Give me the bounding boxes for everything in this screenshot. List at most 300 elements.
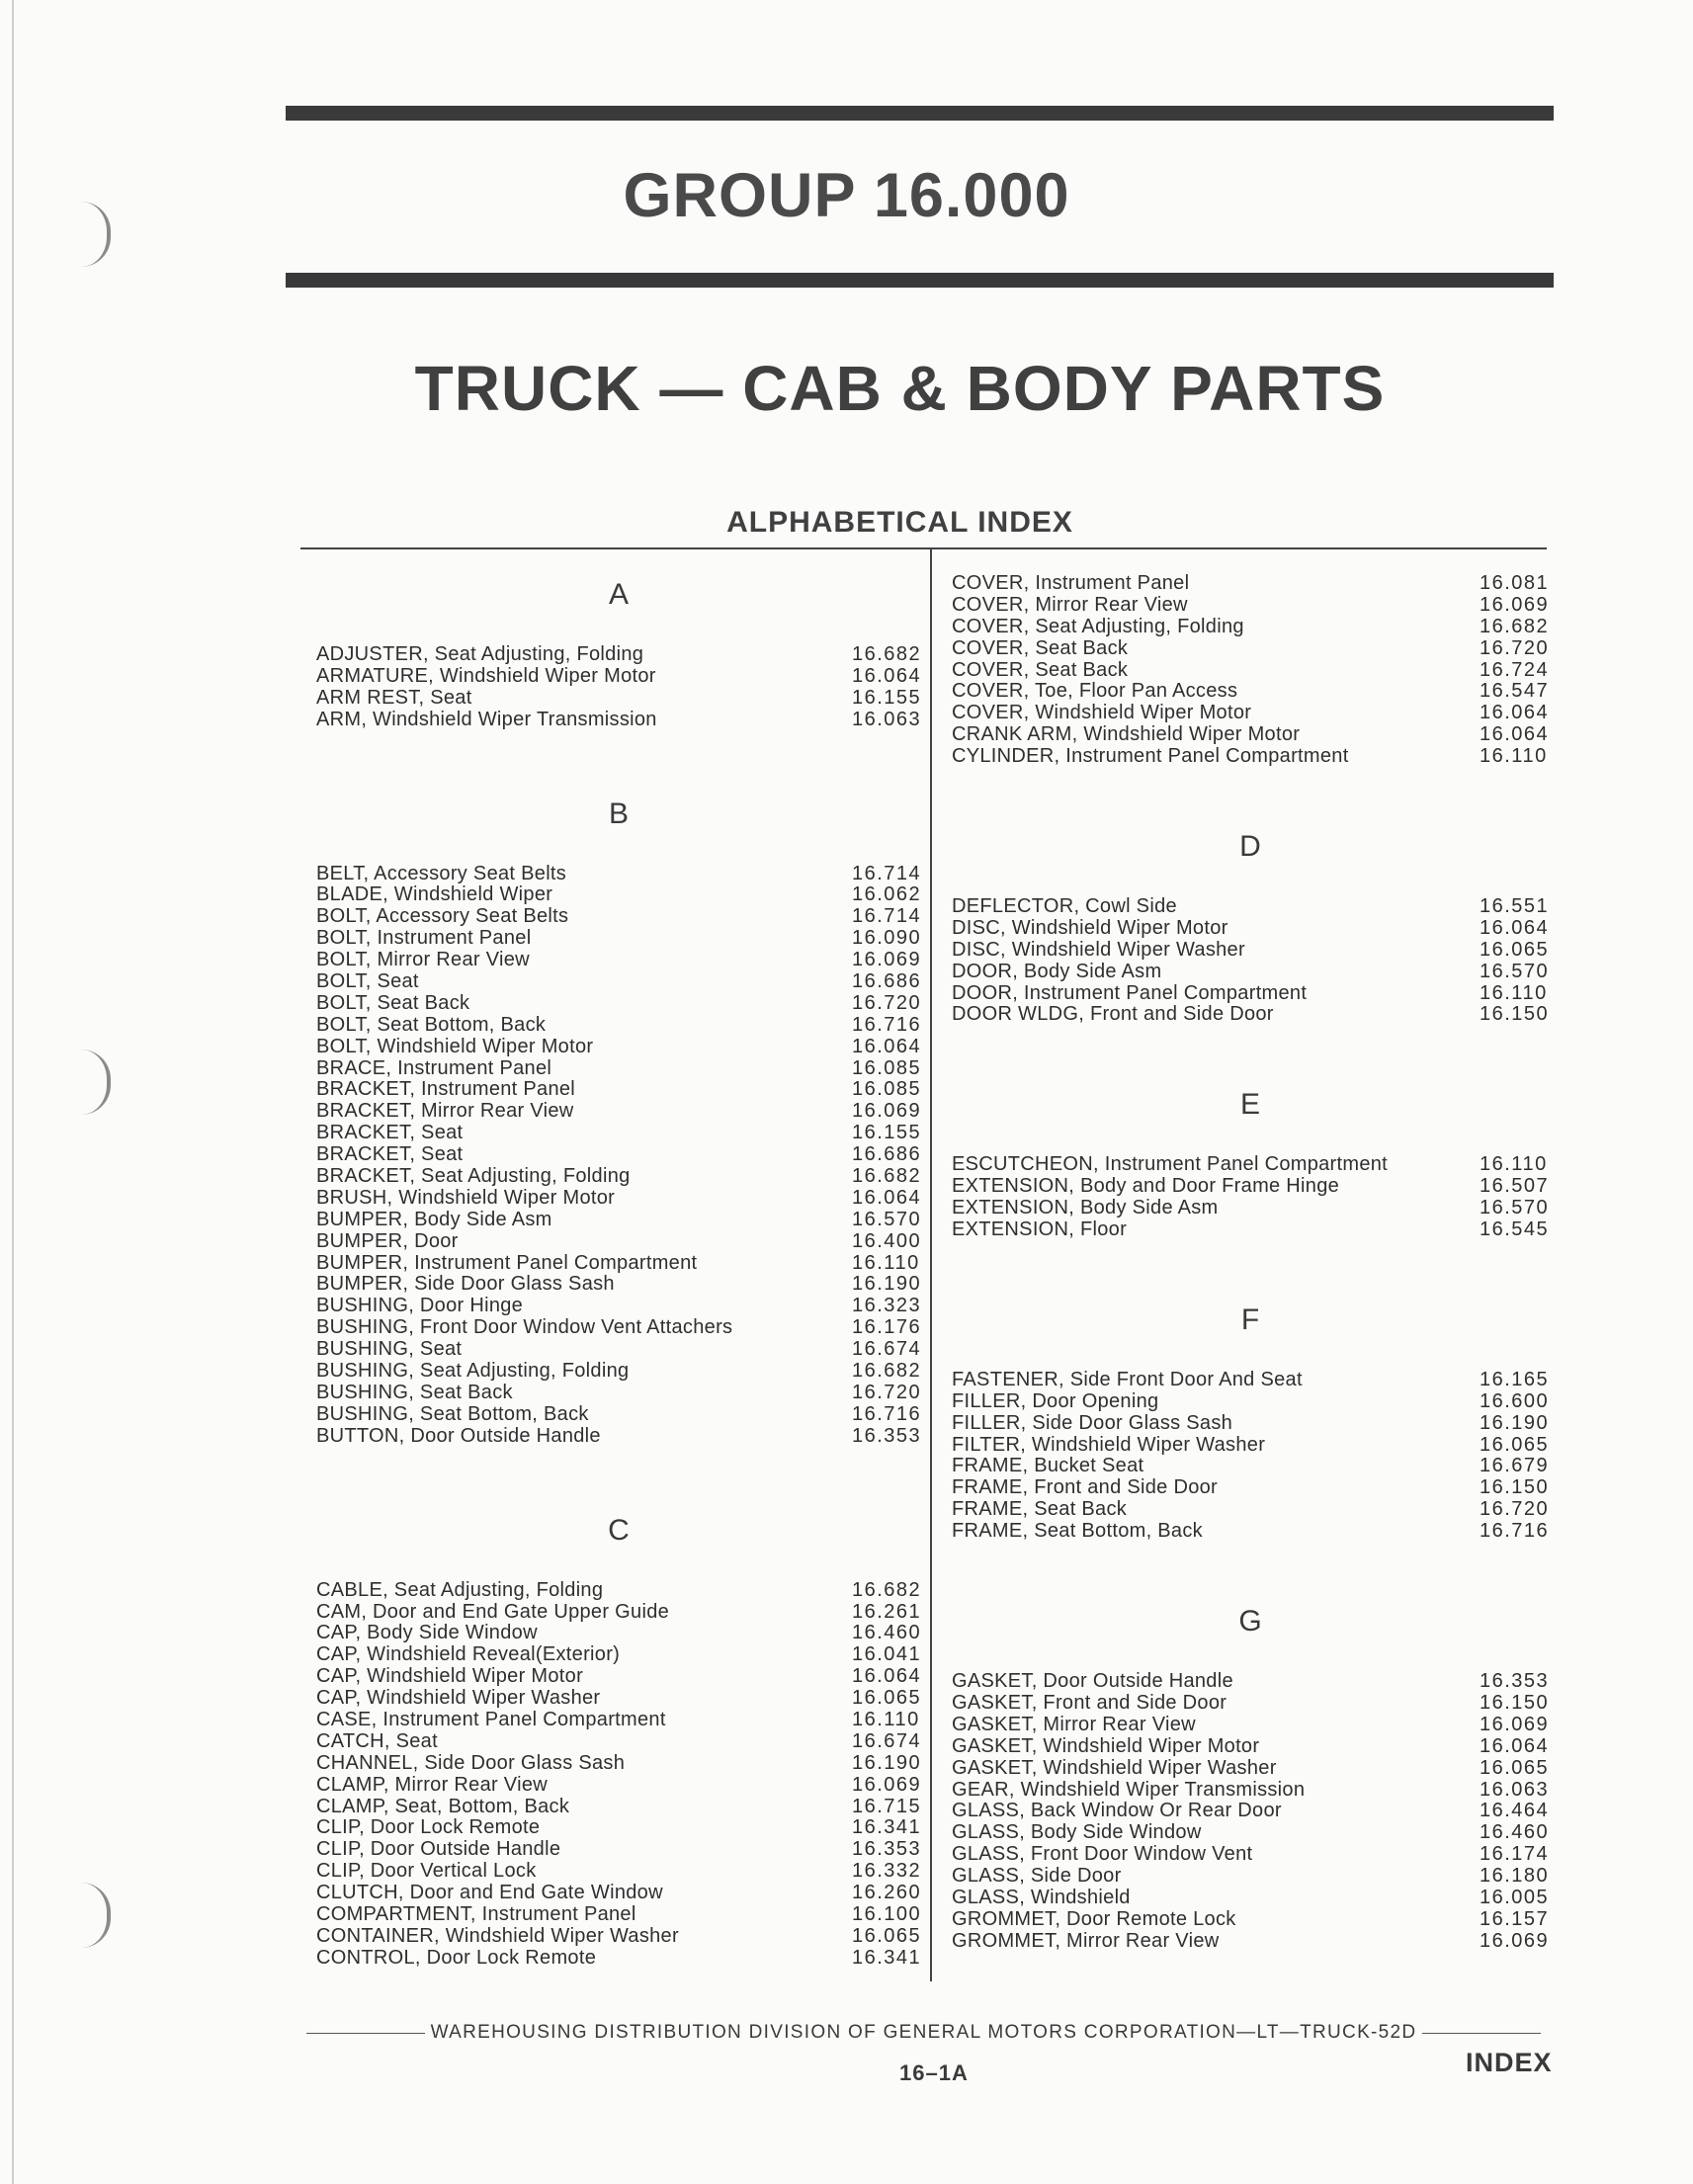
section-spacer: [316, 836, 921, 864]
entry-section-number: 16.551: [1480, 895, 1550, 918]
entry-section-number: 16.085: [852, 1078, 922, 1101]
entry-section-number: 16.155: [852, 1122, 922, 1144]
index-entry: [952, 896, 1549, 918]
entry-item-name: BRUSH, Windshield Wiper Motor: [316, 1187, 616, 1209]
index-entry: [316, 710, 921, 731]
entry-item-name: BUMPER, Door: [316, 1230, 459, 1252]
index-entry: [952, 1780, 1549, 1802]
section-letter-heading: A: [608, 578, 629, 611]
entry-item-name: GROMMET, Mirror Rear View: [952, 1930, 1220, 1952]
index-entry: [316, 971, 921, 993]
index-entry: [952, 1758, 1549, 1780]
entry-item-name: DISC, Windshield Wiper Washer: [952, 939, 1245, 961]
index-entry: [952, 1909, 1549, 1931]
index-entry: [952, 962, 1549, 983]
entry-item-name: BRACKET, Mirror Rear View: [316, 1101, 574, 1123]
entry-item-name: FRAME, Bucket Seat: [952, 1456, 1144, 1477]
entry-item-name: COVER, Seat Back: [952, 637, 1129, 659]
entry-item-name: BOLT, Windshield Wiper Motor: [316, 1036, 594, 1057]
index-entry: [316, 1839, 921, 1861]
entry-item-name: FILLER, Side Door Glass Sash: [952, 1412, 1233, 1434]
entry-section-number: 16.260: [852, 1882, 922, 1904]
entry-section-number: 16.570: [1480, 960, 1550, 982]
entry-item-name: GLASS, Front Door Window Vent: [952, 1844, 1253, 1866]
index-entry: [952, 638, 1549, 660]
group-title: GROUP 16.000: [623, 161, 1070, 230]
entry-item-name: CONTROL, Door Lock Remote: [316, 1947, 597, 1969]
index-entry: [952, 1154, 1549, 1176]
index-entry: [952, 660, 1549, 682]
entry-section-number: 16.081: [1480, 572, 1550, 594]
entry-item-name: EXTENSION, Body Side Asm: [952, 1198, 1219, 1219]
index-entry: [952, 724, 1549, 746]
entry-item-name: ARM, Windshield Wiper Transmission: [316, 709, 657, 730]
section-spacer: [952, 1342, 1549, 1370]
entry-section-number: 16.682: [852, 1165, 922, 1188]
entry-item-name: ESCUTCHEON, Instrument Panel Compartment: [952, 1154, 1389, 1176]
entry-section-number: 16.353: [852, 1424, 922, 1447]
entry-section-number: 16.720: [1480, 636, 1550, 659]
section-letter-heading: E: [1239, 1088, 1260, 1122]
section-spacer: [316, 1553, 921, 1580]
index-entry: [316, 1274, 921, 1296]
index-entry: [952, 1715, 1549, 1736]
middle-rule-bar: [286, 273, 1554, 288]
entry-section-number: 16.157: [1480, 1907, 1550, 1930]
entry-section-number: 16.341: [852, 1816, 922, 1839]
index-entry: [952, 617, 1549, 638]
index-entry: [316, 1580, 921, 1602]
index-entry: [952, 918, 1549, 940]
entry-item-name: BUMPER, Instrument Panel Compartment: [316, 1252, 698, 1274]
entry-item-name: DISC, Windshield Wiper Motor: [952, 917, 1228, 939]
entry-section-number: 16.190: [852, 1273, 922, 1296]
index-entry: [316, 864, 921, 885]
entry-item-name: GEAR, Windshield Wiper Transmission: [952, 1779, 1306, 1801]
entry-section-number: 16.069: [852, 1773, 922, 1796]
entry-section-number: 16.064: [1480, 1734, 1550, 1757]
section-spacer: [316, 731, 921, 793]
entry-section-number: 16.682: [1480, 615, 1550, 637]
entry-section-number: 16.724: [1480, 658, 1550, 681]
entry-section-number: 16.110: [1480, 745, 1548, 768]
entry-section-number: 16.100: [852, 1902, 922, 1925]
entry-section-number: 16.064: [1480, 723, 1550, 746]
index-entry: [316, 884, 921, 906]
index-entry: [316, 1123, 921, 1144]
entry-section-number: 16.686: [852, 970, 922, 993]
entry-section-number: 16.353: [1480, 1670, 1550, 1693]
entry-section-number: 16.155: [852, 686, 922, 709]
entry-section-number: 16.064: [852, 1186, 922, 1209]
entry-section-number: 16.682: [852, 643, 922, 665]
entry-item-name: BOLT, Seat: [316, 971, 419, 993]
entry-section-number: 16.150: [1480, 1691, 1550, 1714]
entry-section-number: 16.190: [852, 1751, 922, 1774]
section-spacer: [952, 1241, 1549, 1299]
entry-section-number: 16.720: [852, 1381, 922, 1403]
index-entry: [952, 595, 1549, 617]
section-spacer: [952, 1127, 1549, 1154]
index-entry: [952, 1888, 1549, 1909]
entry-section-number: 16.110: [852, 1251, 920, 1274]
entry-item-name: BRACE, Instrument Panel: [316, 1057, 552, 1079]
subtitle-rule: [300, 547, 1547, 549]
index-entry: [316, 1210, 921, 1231]
index-entry: [316, 1688, 921, 1710]
index-entry: [952, 1413, 1549, 1435]
page-number: 16–1A: [899, 2060, 969, 2085]
entry-section-number: 16.600: [1480, 1389, 1550, 1412]
index-entry: [316, 644, 921, 666]
index-entry: [316, 1296, 921, 1317]
entry-section-number: 16.714: [852, 862, 922, 884]
entry-section-number: 16.150: [1480, 1003, 1550, 1026]
index-entry: [316, 1058, 921, 1080]
index-entry: [316, 1731, 921, 1753]
entry-item-name: ADJUSTER, Seat Adjusting, Folding: [316, 644, 644, 665]
entry-item-name: BRACKET, Seat: [316, 1123, 464, 1144]
entry-section-number: 16.176: [852, 1316, 922, 1339]
footer-division-text: WAREHOUSING DISTRIBUTION DIVISION OF GENERAL MOTORS CORPORATION—LT—TRUCK-52D: [430, 2022, 1417, 2043]
entry-item-name: BUTTON, Door Outside Handle: [316, 1425, 601, 1447]
entry-item-name: FASTENER, Side Front Door And Seat: [952, 1369, 1303, 1390]
entry-item-name: COVER, Toe, Floor Pan Access: [952, 681, 1238, 703]
entry-item-name: CLIP, Door Outside Handle: [316, 1839, 561, 1861]
index-entry: [952, 940, 1549, 962]
section-letter-heading: C: [608, 1513, 630, 1547]
index-entry: [952, 1370, 1549, 1391]
entry-item-name: EXTENSION, Body and Door Frame Hinge: [952, 1176, 1340, 1198]
index-entry: [316, 1101, 921, 1123]
entry-section-number: 16.464: [1480, 1800, 1550, 1822]
entry-item-name: GASKET, Mirror Rear View: [952, 1714, 1196, 1735]
entry-section-number: 16.065: [1480, 1756, 1550, 1779]
index-entry: [316, 1383, 921, 1404]
entry-item-name: EXTENSION, Floor: [952, 1219, 1128, 1241]
entry-section-number: 16.720: [1480, 1498, 1550, 1521]
entry-item-name: BUSHING, Seat Adjusting, Folding: [316, 1361, 630, 1383]
entry-item-name: CLIP, Door Lock Remote: [316, 1817, 541, 1839]
index-entry: [952, 573, 1549, 595]
entry-section-number: 16.547: [1480, 680, 1550, 703]
index-entry: [316, 1948, 921, 1970]
entry-item-name: CLAMP, Mirror Rear View: [316, 1774, 548, 1796]
entry-item-name: GASKET, Windshield Wiper Washer: [952, 1757, 1277, 1779]
index-entry: [952, 1844, 1549, 1866]
entry-item-name: COVER, Mirror Rear View: [952, 594, 1188, 616]
entry-item-name: BRACKET, Instrument Panel: [316, 1079, 576, 1101]
index-entry: [316, 688, 921, 710]
index-column-left: [316, 573, 921, 1970]
entry-item-name: CHANNEL, Side Door Glass Sash: [316, 1752, 626, 1774]
index-entry: [316, 1361, 921, 1383]
entry-item-name: BUSHING, Seat: [316, 1339, 463, 1361]
entry-item-name: CATCH, Seat: [316, 1730, 438, 1752]
entry-item-name: BOLT, Seat Back: [316, 992, 470, 1014]
entry-item-name: COVER, Instrument Panel: [952, 573, 1190, 594]
entry-item-name: BUSHING, Seat Back: [316, 1382, 513, 1403]
binder-hole-mark: [81, 1883, 111, 1948]
entry-item-name: DOOR WLDG, Front and Side Door: [952, 1004, 1274, 1026]
entry-item-name: BOLT, Instrument Panel: [316, 928, 532, 950]
index-entry: [952, 1931, 1549, 1953]
entry-item-name: CRANK ARM, Windshield Wiper Motor: [952, 724, 1301, 746]
index-entry: [316, 906, 921, 928]
binder-hole-mark: [81, 1050, 111, 1115]
index-entry: [316, 666, 921, 688]
entry-section-number: 16.460: [852, 1622, 922, 1644]
entry-section-number: 16.174: [1480, 1843, 1550, 1866]
index-entry: [952, 1801, 1549, 1822]
entry-section-number: 16.065: [852, 1687, 922, 1710]
entry-item-name: FRAME, Front and Side Door: [952, 1477, 1219, 1499]
entry-item-name: BUSHING, Front Door Window Vent Attachers: [316, 1317, 733, 1339]
index-entry: [952, 1219, 1549, 1241]
entry-section-number: 16.570: [852, 1208, 922, 1230]
entry-section-number: 16.720: [852, 991, 922, 1014]
index-entry: [316, 1710, 921, 1731]
entry-section-number: 16.682: [852, 1578, 922, 1601]
entry-section-number: 16.323: [852, 1295, 922, 1317]
entry-section-number: 16.064: [852, 1665, 922, 1688]
section-spacer: [316, 1448, 921, 1509]
index-entry: [316, 1015, 921, 1037]
entry-item-name: ARM REST, Seat: [316, 687, 472, 709]
index-entry: [952, 1671, 1549, 1693]
entry-section-number: 16.341: [852, 1946, 922, 1969]
entry-item-name: GLASS, Body Side Window: [952, 1822, 1202, 1844]
column-divider: [930, 548, 932, 1981]
entry-item-name: DOOR, Instrument Panel Compartment: [952, 982, 1308, 1004]
entry-item-name: BUMPER, Body Side Asm: [316, 1209, 552, 1230]
entry-item-name: BOLT, Accessory Seat Belts: [316, 906, 569, 928]
entry-section-number: 16.716: [852, 1013, 922, 1036]
index-entry: [952, 1176, 1549, 1198]
index-entry: [316, 1079, 921, 1101]
footer-line: [300, 2022, 1547, 2044]
section-letter-heading: D: [1239, 830, 1261, 864]
index-entry: [952, 1499, 1549, 1521]
entry-item-name: GLASS, Side Door: [952, 1866, 1122, 1888]
entry-item-name: CAP, Windshield Wiper Motor: [316, 1666, 584, 1688]
entry-item-name: COVER, Seat Back: [952, 659, 1129, 681]
entry-item-name: CASE, Instrument Panel Compartment: [316, 1709, 666, 1730]
index-entry: [952, 1004, 1549, 1026]
index-tab-label: INDEX: [1466, 2048, 1553, 2077]
index-entry: [316, 1317, 921, 1339]
entry-item-name: CLUTCH, Door and End Gate Window: [316, 1883, 663, 1904]
index-entry: [316, 928, 921, 950]
entry-section-number: 16.063: [852, 708, 922, 730]
entry-section-number: 16.261: [852, 1600, 922, 1623]
entry-item-name: BOLT, Mirror Rear View: [316, 950, 530, 971]
index-entry: [952, 1521, 1549, 1543]
entry-item-name: BRACKET, Seat: [316, 1144, 464, 1166]
index-subtitle: ALPHABETICAL INDEX: [726, 506, 1073, 539]
entry-item-name: CLAMP, Seat, Bottom, Back: [316, 1796, 570, 1817]
footer-rule-right: [1422, 2033, 1541, 2034]
index-entry: [316, 1426, 921, 1448]
entry-section-number: 16.062: [852, 883, 922, 906]
entry-section-number: 16.682: [852, 1360, 922, 1383]
entry-section-number: 16.090: [852, 927, 922, 950]
entry-section-number: 16.069: [852, 949, 922, 971]
index-entry: [316, 1144, 921, 1166]
entry-section-number: 16.064: [852, 664, 922, 687]
section-letter-heading: B: [608, 797, 629, 830]
entry-item-name: CAP, Windshield Reveal(Exterior): [316, 1644, 621, 1666]
entry-section-number: 16.332: [852, 1860, 922, 1883]
index-entry: [316, 993, 921, 1015]
entry-section-number: 16.190: [1480, 1411, 1550, 1434]
entry-item-name: COVER, Windshield Wiper Motor: [952, 703, 1252, 724]
entry-item-name: FILTER, Windshield Wiper Washer: [952, 1434, 1266, 1456]
index-entry: [952, 746, 1549, 768]
section-letter-heading: F: [1240, 1302, 1260, 1336]
index-entry: [316, 1883, 921, 1904]
footer-rule-left: [306, 2033, 425, 2034]
entry-section-number: 16.069: [1480, 593, 1550, 616]
entry-item-name: COVER, Seat Adjusting, Folding: [952, 616, 1244, 637]
entry-item-name: DOOR, Body Side Asm: [952, 961, 1162, 982]
section-letter-heading: G: [1238, 1605, 1262, 1638]
entry-item-name: GLASS, Windshield: [952, 1887, 1131, 1908]
entry-section-number: 16.715: [852, 1795, 922, 1817]
entry-item-name: CABLE, Seat Adjusting, Folding: [316, 1579, 604, 1601]
entry-item-name: BRACKET, Seat Adjusting, Folding: [316, 1166, 631, 1188]
section-spacer: [316, 617, 921, 644]
index-column-right: [952, 573, 1549, 1953]
index-entry: [316, 1231, 921, 1253]
entry-section-number: 16.165: [1480, 1368, 1550, 1390]
entry-section-number: 16.716: [1480, 1520, 1550, 1543]
entry-section-number: 16.716: [852, 1402, 922, 1425]
entry-item-name: CAM, Door and End Gate Upper Guide: [316, 1601, 670, 1623]
index-entry: [952, 1477, 1549, 1499]
entry-item-name: COMPARTMENT, Instrument Panel: [316, 1903, 636, 1925]
index-entry: [952, 1822, 1549, 1844]
index-entry: [952, 1736, 1549, 1758]
index-entry: [316, 1817, 921, 1839]
entry-item-name: GASKET, Door Outside Handle: [952, 1671, 1233, 1693]
entry-section-number: 16.686: [852, 1143, 922, 1166]
entry-section-number: 16.570: [1480, 1197, 1550, 1219]
index-entry: [316, 1339, 921, 1361]
entry-section-number: 16.069: [852, 1100, 922, 1123]
index-entry: [316, 1926, 921, 1948]
entry-item-name: FRAME, Seat Bottom, Back: [952, 1521, 1203, 1543]
entry-item-name: GASKET, Windshield Wiper Motor: [952, 1735, 1260, 1757]
entry-item-name: CONTAINER, Windshield Wiper Washer: [316, 1925, 679, 1947]
entry-item-name: BOLT, Seat Bottom, Back: [316, 1014, 547, 1036]
entry-item-name: BLADE, Windshield Wiper: [316, 884, 553, 906]
entry-section-number: 16.064: [852, 1035, 922, 1057]
entry-item-name: CAP, Windshield Wiper Washer: [316, 1688, 601, 1710]
entry-item-name: BUMPER, Side Door Glass Sash: [316, 1274, 615, 1296]
entry-section-number: 16.674: [852, 1338, 922, 1361]
entry-item-name: CLIP, Door Vertical Lock: [316, 1861, 537, 1883]
entry-item-name: FRAME, Seat Back: [952, 1499, 1128, 1521]
entry-section-number: 16.065: [1480, 938, 1550, 961]
entry-item-name: FILLER, Door Opening: [952, 1390, 1159, 1412]
index-entry: [952, 1391, 1549, 1413]
index-entry: [316, 1666, 921, 1688]
entry-section-number: 16.460: [1480, 1821, 1550, 1844]
entry-section-number: 16.674: [852, 1729, 922, 1752]
entry-section-number: 16.041: [852, 1643, 922, 1666]
entry-item-name: BUSHING, Seat Bottom, Back: [316, 1403, 589, 1425]
entry-item-name: DEFLECTOR, Cowl Side: [952, 896, 1177, 918]
entry-item-name: CAP, Body Side Window: [316, 1623, 538, 1644]
entry-item-name: BELT, Accessory Seat Belts: [316, 863, 567, 884]
index-entry: [316, 1753, 921, 1775]
index-entry: [316, 1775, 921, 1797]
entry-section-number: 16.180: [1480, 1865, 1550, 1888]
entry-item-name: ARMATURE, Windshield Wiper Motor: [316, 665, 656, 687]
entry-item-name: CYLINDER, Instrument Panel Compartment: [952, 746, 1349, 768]
entry-section-number: 16.545: [1480, 1218, 1550, 1241]
index-entry: [316, 1253, 921, 1275]
entry-section-number: 16.110: [852, 1708, 920, 1730]
binder-margin-line: [12, 0, 14, 2184]
entry-item-name: BUSHING, Door Hinge: [316, 1296, 524, 1317]
index-entry: [316, 1404, 921, 1426]
entry-section-number: 16.353: [852, 1838, 922, 1861]
index-entry: [952, 1435, 1549, 1457]
entry-item-name: GASKET, Front and Side Door: [952, 1692, 1227, 1714]
entry-section-number: 16.110: [1480, 981, 1548, 1004]
section-spacer: [952, 1543, 1549, 1600]
top-rule-bar: [286, 106, 1554, 121]
entry-section-number: 16.085: [852, 1056, 922, 1079]
page-title: TRUCK — CAB & BODY PARTS: [414, 353, 1386, 424]
entry-section-number: 16.150: [1480, 1476, 1550, 1499]
entry-section-number: 16.714: [852, 905, 922, 928]
entry-section-number: 16.110: [1480, 1153, 1548, 1176]
index-entry: [952, 681, 1549, 703]
entry-section-number: 16.064: [1480, 916, 1550, 939]
section-spacer: [952, 1643, 1549, 1671]
entry-section-number: 16.065: [1480, 1433, 1550, 1456]
index-entry: [316, 1797, 921, 1818]
entry-section-number: 16.679: [1480, 1455, 1550, 1477]
entry-item-name: GROMMET, Door Remote Lock: [952, 1908, 1236, 1930]
section-spacer: [952, 869, 1549, 896]
entry-section-number: 16.005: [1480, 1886, 1550, 1908]
section-spacer: [952, 1026, 1549, 1083]
entry-section-number: 16.063: [1480, 1778, 1550, 1801]
section-spacer: [952, 768, 1549, 825]
index-entry: [952, 983, 1549, 1005]
index-entry: [316, 1904, 921, 1926]
entry-section-number: 16.069: [1480, 1929, 1550, 1952]
index-entry: [316, 1166, 921, 1188]
entry-section-number: 16.400: [852, 1229, 922, 1252]
index-entry: [316, 1861, 921, 1883]
entry-section-number: 16.064: [1480, 702, 1550, 724]
entry-item-name: GLASS, Back Window Or Rear Door: [952, 1801, 1282, 1822]
index-entry: [316, 1602, 921, 1624]
index-entry: [952, 1693, 1549, 1715]
index-entry: [316, 1188, 921, 1210]
index-entry: [952, 1456, 1549, 1477]
index-entry: [316, 1037, 921, 1058]
index-entry: [952, 1198, 1549, 1219]
index-entry: [316, 950, 921, 971]
index-entry: [952, 1866, 1549, 1888]
entry-section-number: 16.507: [1480, 1175, 1550, 1198]
